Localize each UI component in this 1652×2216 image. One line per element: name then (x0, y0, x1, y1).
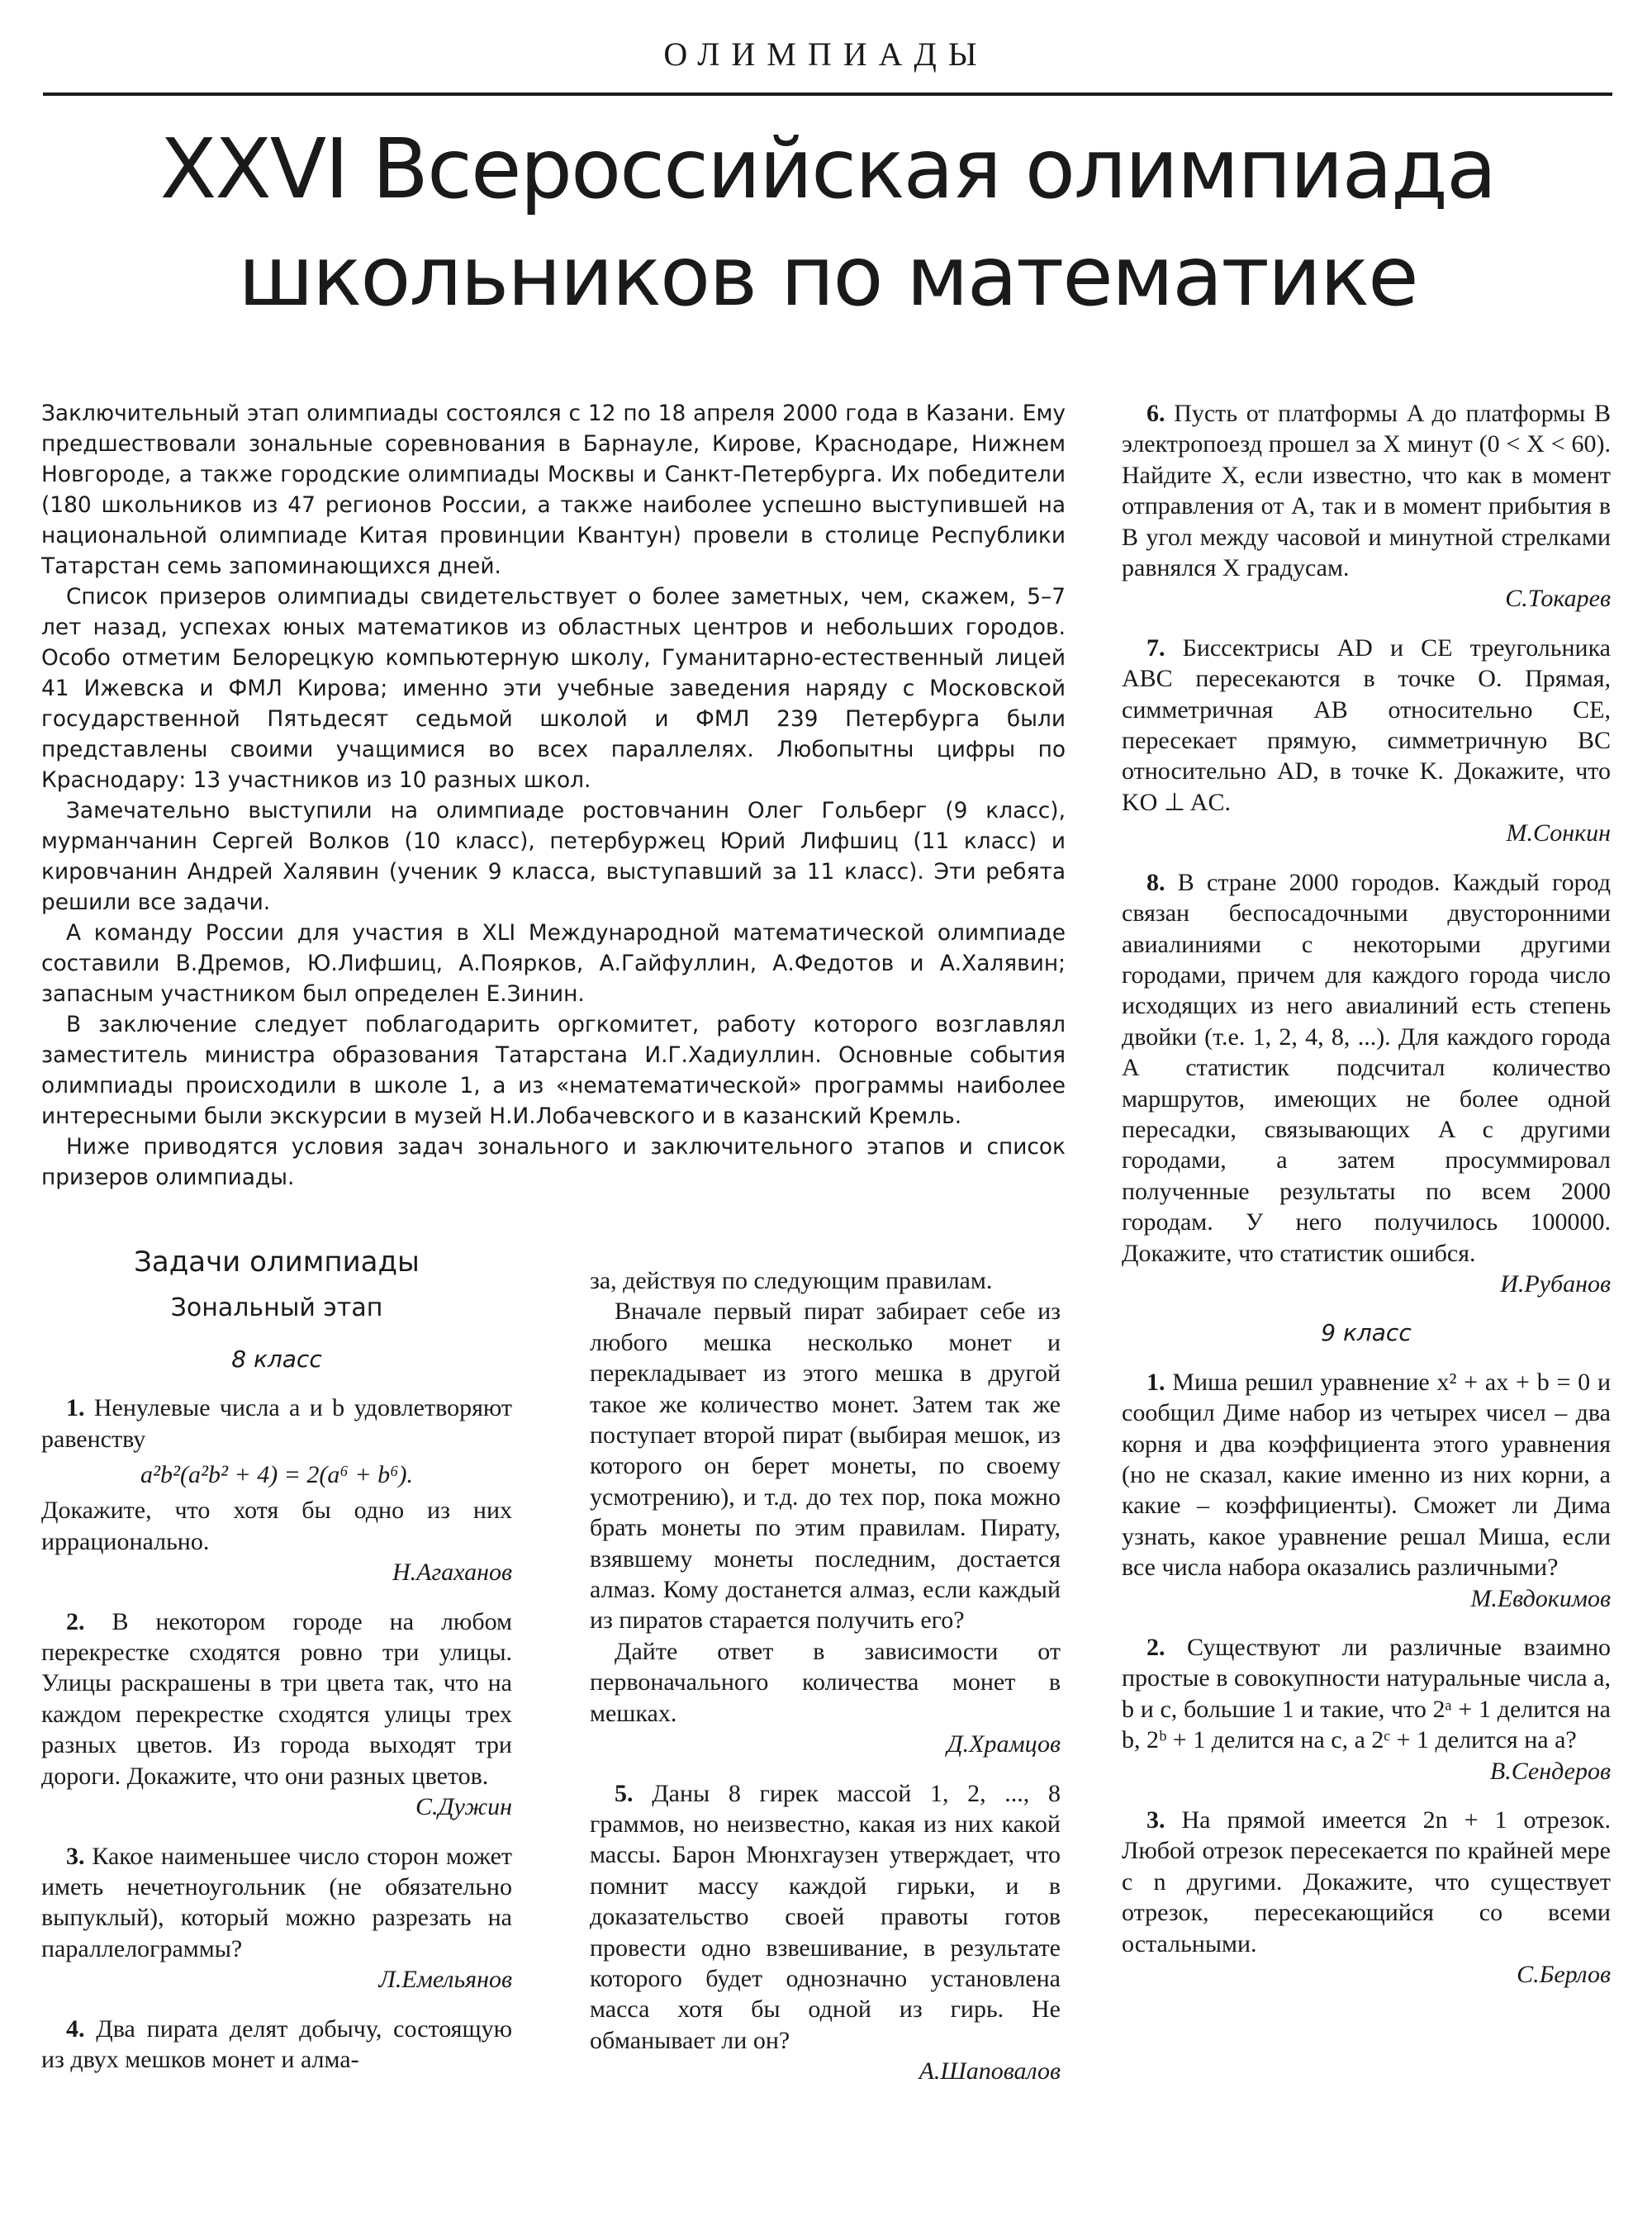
problem-9-2 (1122, 1632, 1611, 1756)
problem-number: 1. (1146, 1368, 1165, 1396)
problem-author: С.Дужин (415, 1793, 512, 1821)
problem-8-1 (41, 1393, 512, 1454)
title-line-2: школьников по математике (238, 228, 1417, 325)
problem-number: 3. (1146, 1806, 1165, 1834)
problem-text: Пусть от платформы A до платформы B электропоезд прошел за X минут (0 < X < 60). Найдите X, если известно, что как в момент отправления от A, так и в момент прибытия в B угол между часовой и минутной стрелками равнялся X градусам. (1122, 400, 1611, 582)
problem-number: 3. (66, 1842, 85, 1870)
problem-text: Биссектрисы AD и CE треугольника ABC пересекаются в точке O. Прямая, симметричная AB относительно CE, пересекает прямую, симметричную BC относительно AD, в точке K. Докажите, что KO ⊥ AC. (1122, 633, 1612, 816)
intro-paragraph: А команду России для участия в XLI Международной математической олимпиаде составили В.Дремов, Ю.Лифшиц, А.Поярков, А.Гайфуллин, А.Федотов и А.Халявин; запасным участником был определен Е.Зинин. (41, 920, 1066, 1007)
problem-8-7 (1122, 633, 1611, 818)
problem-paragraph: Дайте ответ в зависимости от первоначального количества монет в мешках. (590, 1637, 1061, 1727)
problem-text: В некотором городе на любом перекрестке сходятся ровно три улицы. Улицы раскрашены в три цвета так, что на каждом перекрестке сходятся улицы трех разных цветов. Из города выходят три дороги. Докажите, что они разных цветов. (41, 1607, 513, 1790)
grade-heading: 8 класс (231, 1345, 322, 1373)
problem-number: 7. (1146, 633, 1165, 662)
problem-8-4 (41, 2014, 512, 2076)
problem-text: Ненулевые числа a и b удовлетворяют равенству (41, 1394, 512, 1453)
tasks-heading: Задачи олимпиады (134, 1246, 420, 1279)
intro-paragraph: Замечательно выступили на олимпиаде ростовчанин Олег Гольберг (9 класс), мурманчанин Сергей Волков (10 класс), петербуржец Юрий Лифшиц (11 класс) и кировчанин Андрей Халявин (ученик 9 класса, выступавший за 11 класс). Эти ребята решили все задачи. (41, 798, 1066, 915)
problem-author: М.Евдокимов (1470, 1584, 1611, 1612)
right-column (1122, 398, 1611, 2009)
problem-8-2 (41, 1606, 512, 1791)
intro-paragraph: Ниже приводятся условия задач зонального и заключительного этапов и список призеров олимпиады. (41, 1134, 1066, 1190)
problem-author: И.Рубанов (1500, 1269, 1611, 1298)
problem-text: В стране 2000 городов. Каждый город связан беспосадочными двусторонними авиалиниями с некоторыми другими городами, причем для каждого города число исходящих из него авиалиний есть степень двойки (т.е. 1, 2, 4, 8, ...). Для каждого города A статистик подсчитал количество маршрутов, имеющих не более одной пересадки, связывающих A с другими городами, а затем просуммировал полученные результаты по всем 2000 городам. У него получилось 100000. Докажите, что статистик ошибся. (1122, 868, 1611, 1267)
problem-8-3 (41, 1841, 512, 1965)
problem-text: Миша решил уравнение x² + ax + b = 0 и сообщил Диме набор из четырех чисел – два корня и два коэффициента этого уравнения (но не сказал, какие именно из них корни, а какие – коэффициенты). Сможет ли Дима узнать, какое уравнение решал Миша, если все числа набора оказались различными? (1122, 1368, 1612, 1582)
problem-author: С.Берлов (1517, 1961, 1611, 1989)
problem-number: 2. (1146, 1634, 1165, 1662)
problem-number: 5. (615, 1779, 634, 1807)
left-column (41, 1247, 512, 2075)
intro-paragraph: Список призеров олимпиады свидетельствует о более заметных, чем, скажем, 5–7 лет назад, успехах юных математиков из областных центров и небольших городов. Особо отметим Белорецкую компьютерную школу, Гуманитарно-естественный лицей 41 Ижевска и ФМЛ Кирова; именно эти учебные заведения наряду с Московской государственной Пятьдесят седьмой школой и ФМЛ 239 Петербурга были представлены своими учащимися во всех параллелях. Любопытны цифры по Краснодару: 13 участников из 10 разных школ. (41, 584, 1066, 793)
problem-text: Два пирата делят добычу, состоящую из двух мешков монет и алма- (41, 2014, 512, 2073)
problem-paragraph: Вначале первый пират забирает себе из любого мешка несколько монет и перекладывает из этого мешка в другой такое же количество монет. Затем так же поступает второй пират (выбирая мешок, из которого он берет монеты, по своему усмотрению), и т.д. до тех пор, пока можно брать монеты по этим правилам. Пирату, взявшему монеты последним, достается алмаз. Кому достанется алмаз, если каждый из пиратов старается получить его? (590, 1298, 1061, 1635)
problem-author: Д.Храмцов (947, 1730, 1061, 1758)
stage-heading: Зональный этап (170, 1293, 383, 1323)
intro-text (41, 398, 1066, 1193)
problem-number: 8. (1146, 868, 1165, 896)
problem-number: 2. (66, 1607, 85, 1635)
problem-author: М.Сонкин (1506, 819, 1611, 847)
problem-text-cont: Докажите, что хотя бы одно из них иррационально. (41, 1497, 512, 1555)
problem-text: Какое наименьшее число сторон может иметь нечетноугольник (не обязательно выпуклый), который можно разрезать на параллелограммы? (41, 1842, 512, 1962)
problem-author: В.Сендеров (1489, 1757, 1611, 1785)
problem-number: 6. (1146, 400, 1165, 427)
problem-text: Даны 8 гирек массой 1, 2, ..., 8 граммов, но неизвестно, какая из них какой массы. Барон Мюнхгаузен утверждает, что помнит массу каждой гирьки, и в доказательство своей правоты готов провести одно взвешивание, в результате которого будет однозначно установлена масса хотя бы одной из гирь. Не обманывает ли он? (590, 1779, 1061, 2054)
title-line-1: XXVI Всероссийская олимпиада (159, 121, 1496, 217)
problem-8-8 (1122, 867, 1611, 1269)
intro-paragraph: В заключение следует поблагодарить оргкомитет, работу которого возглавлял заместитель министра образования Татарстана И.Г.Хадиуллин. Основные события олимпиады происходили в школе 1, а из «нематематической» программы наиболее интересными были экскурсии в музей Н.И.Лобачевского и в казанский Кремль. (41, 1012, 1066, 1129)
article-title (43, 116, 1612, 330)
problem-8-5 (590, 1778, 1061, 2057)
problem-author: Н.Агаханов (392, 1559, 512, 1587)
header-rule (43, 93, 1612, 96)
problem-text: На прямой имеется 2n + 1 отрезок. Любой отрезок пересекается по крайней мере с n другими. Докажите, что существует отрезок, пересекающийся со всеми остальными. (1122, 1806, 1611, 1957)
problem-author: А.Шаповалов (919, 2057, 1061, 2086)
problem-text-cont: за, действуя по следующим правилам. (590, 1267, 993, 1294)
section-header: ОЛИМПИАДЫ (663, 36, 989, 73)
problem-author: Л.Емельянов (378, 1966, 512, 1994)
problem-author: С.Токарев (1505, 585, 1611, 613)
problem-8-6 (1122, 398, 1611, 583)
problem-9-3 (1122, 1805, 1611, 1959)
grade-heading: 9 класс (1321, 1319, 1412, 1347)
problem-number: 4. (66, 2014, 85, 2043)
intro-paragraph: Заключительный этап олимпиады состоялся с 12 по 18 апреля 2000 года в Казани. Ему предшествовали зональные соревнования в Барнауле, Кирове, Краснодаре, Нижнем Новгороде, а также городские олимпиады Москвы и Санкт-Петербурга. Их победители (180 школьников из 47 регионов России, а также наиболее успешно выступившей на национальной олимпиаде Китая провинции Квантун) провели в столице Республики Татарстан семь запоминающихся дней. (41, 401, 1066, 579)
problem-text: Существуют ли различные взаимно простые в совокупности натуральные числа a, b и c, большие 1 и такие, что 2ᵃ + 1 делится на b, 2ᵇ + 1 делится на c, а 2ᶜ + 1 делится на a? (1122, 1634, 1611, 1754)
middle-column (590, 1265, 1061, 2105)
problem-formula: a²b²(a²b² + 4) = 2(a⁶ + b⁶). (140, 1461, 414, 1489)
problem-number: 1. (66, 1394, 85, 1422)
problem-9-1 (1122, 1367, 1611, 1583)
